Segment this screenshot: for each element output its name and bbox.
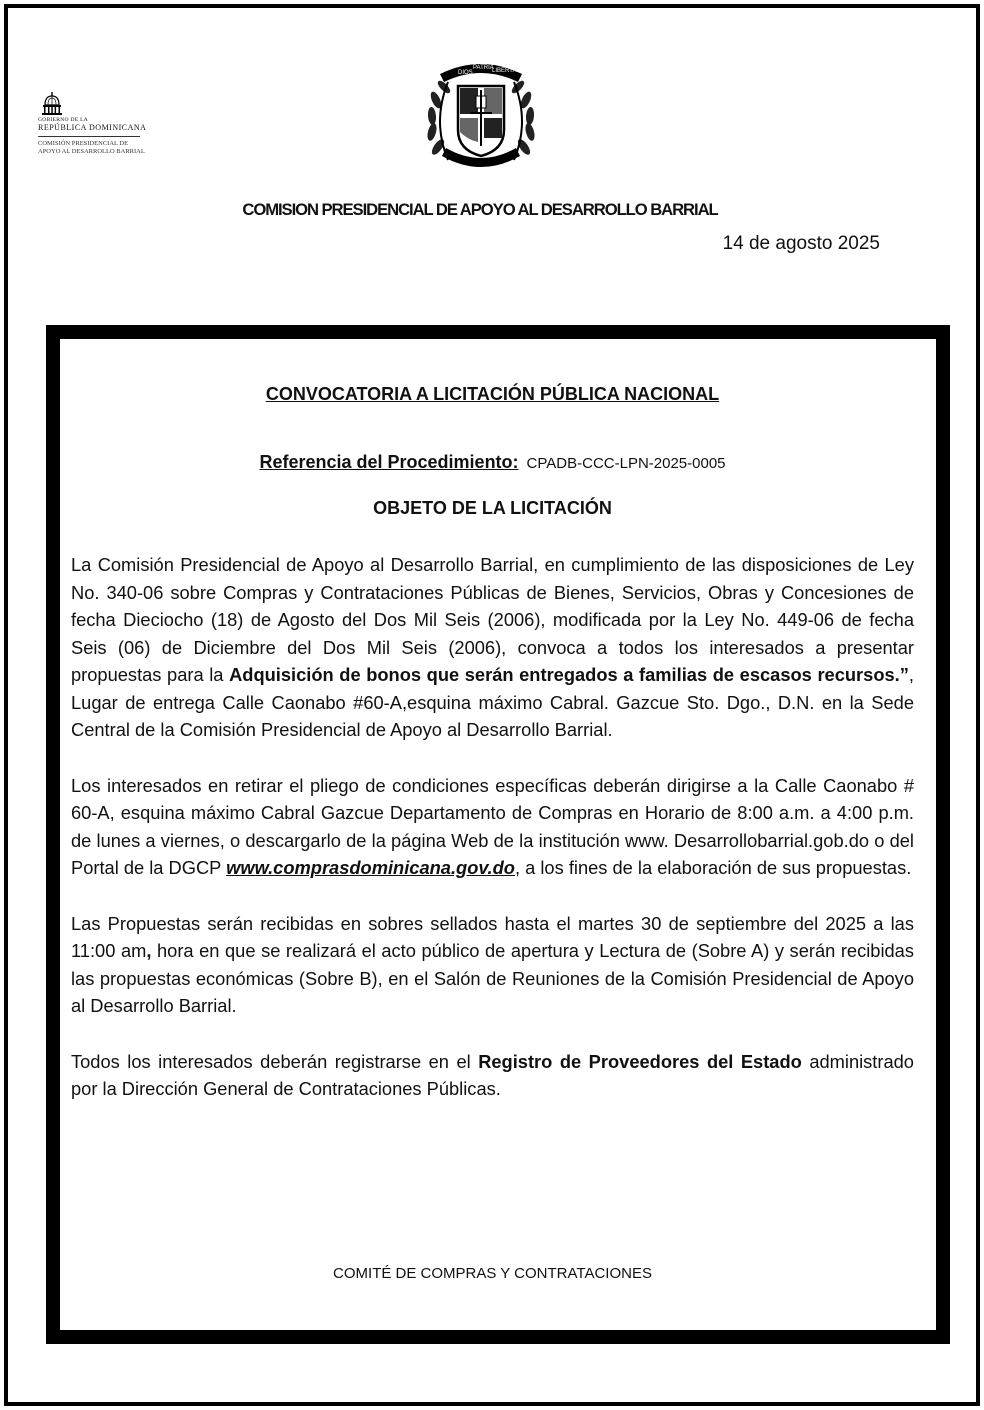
crest-ribbon-libertad: LIBERTAD	[492, 68, 521, 74]
crest-ribbon-patria: PATRIA	[473, 65, 494, 71]
committee-signature: COMITÉ DE COMPRAS Y CONTRATACIONES	[333, 1265, 652, 1282]
paragraph-registration-end: administrado por la Dirección General de Contrataciones Públicas.	[71, 1050, 914, 1099]
document-date: 14 de agosto 2025	[722, 233, 880, 254]
paragraph-proposals-comma: ,	[146, 940, 152, 961]
paragraph-conditions-end: , a los fines de la elaboración de sus propuestas.	[514, 857, 912, 878]
paragraph-registration	[71, 1048, 914, 1103]
paragraph-convocation-location: , Lugar de entrega Calle Caonabo #60-A,esquina máximo Cabral. Gazcue Sto. Dgo., D.N. en la Sede Central de la Comisión Presidencial de Apoyo al Desarrollo Barrial.	[71, 664, 914, 740]
logo-divider	[38, 136, 140, 137]
object-title: OBJETO DE LA LICITACIÓN	[373, 498, 612, 518]
logo-line-comision: COMISIÓN PRESIDENCIAL DE	[38, 140, 129, 147]
organization-name: COMISION PRESIDENCIAL DE APOYO AL DESARROLLO BARRIAL	[242, 200, 718, 219]
logo-line-republica: REPÚBLICA DOMINICANA	[38, 123, 147, 132]
paragraph-proposals-end: hora en que se realizará el acto público de apertura y Lectura de (Sobre A) y serán recibidas las propuestas económicas (Sobre B), en el Salón de Reuniones de la Comisión Presidencial de Apoyo al Desarrollo Barrial.	[71, 940, 914, 1016]
paragraph-proposals-text: Las Propuestas serán recibidas en sobres sellados hasta el martes 30 de septiembre del 2025 a las 11:00 am	[71, 912, 914, 961]
reference-value: CPADB-CCC-LPN-2025-0005	[526, 455, 726, 472]
notice-title: CONVOCATORIA A LICITACIÓN PÚBLICA NACIONAL	[265, 384, 720, 404]
paragraph-convocation-object: Adquisición de bonos que serán entregados a familias de escasos recursos.”	[229, 664, 909, 685]
reference-line	[71, 452, 914, 473]
notice-box	[46, 325, 950, 1344]
coat-of-arms-icon	[418, 52, 544, 178]
paragraph-conditions-text: Los interesados en retirar el pliego de condiciones específicas deberán dirigirse a la Calle Caonabo # 60-A, esquina máximo Cabral Gazcue Departamento de Compras en Horario de 8:00 a.m. a 4:00 p.m. de lunes a viernes, o descargarlo de la página Web de la institución www. Desarrollobarrial.gob.do o del Portal de la DGCP	[71, 774, 914, 878]
paragraph-conditions	[71, 772, 914, 882]
paragraph-proposals	[71, 910, 914, 1020]
registry-name: Registro de Proveedores del Estado	[478, 1050, 802, 1072]
reference-label: Referencia del Procedimiento:	[259, 452, 519, 472]
crest-ribbon-dios: DIOS	[458, 70, 473, 76]
logo-line-gobierno: GOBIERNO DE LA	[38, 117, 89, 123]
paragraph-registration-text: Todos los interesados deberán registrarse en el	[71, 1050, 479, 1072]
notice-content	[71, 339, 914, 1282]
logo-line-apoyo: APOYO AL DESARROLLO BARRIAL	[38, 148, 145, 155]
dgcp-portal-link[interactable]: www.comprasdominicana.gov.do	[226, 857, 515, 878]
paragraph-convocation	[71, 551, 914, 744]
government-logo	[38, 92, 158, 156]
paragraph-convocation-text: La Comisión Presidencial de Apoyo al Desarrollo Barrial, en cumplimiento de las disposiciones de Ley No. 340-06 sobre Compras y Contrataciones Públicas de Bienes, Servicios, Obras y Concesiones de fecha Dieciocho (18) de Agosto del Dos Mil Seis (2006), modificada por la Ley No. 449-06 de fecha Seis (06) de Diciembre del Dos Mil Seis (2006), convoca a todos los interesados a presentar propuestas para la	[71, 554, 914, 685]
dome-icon	[40, 92, 64, 116]
